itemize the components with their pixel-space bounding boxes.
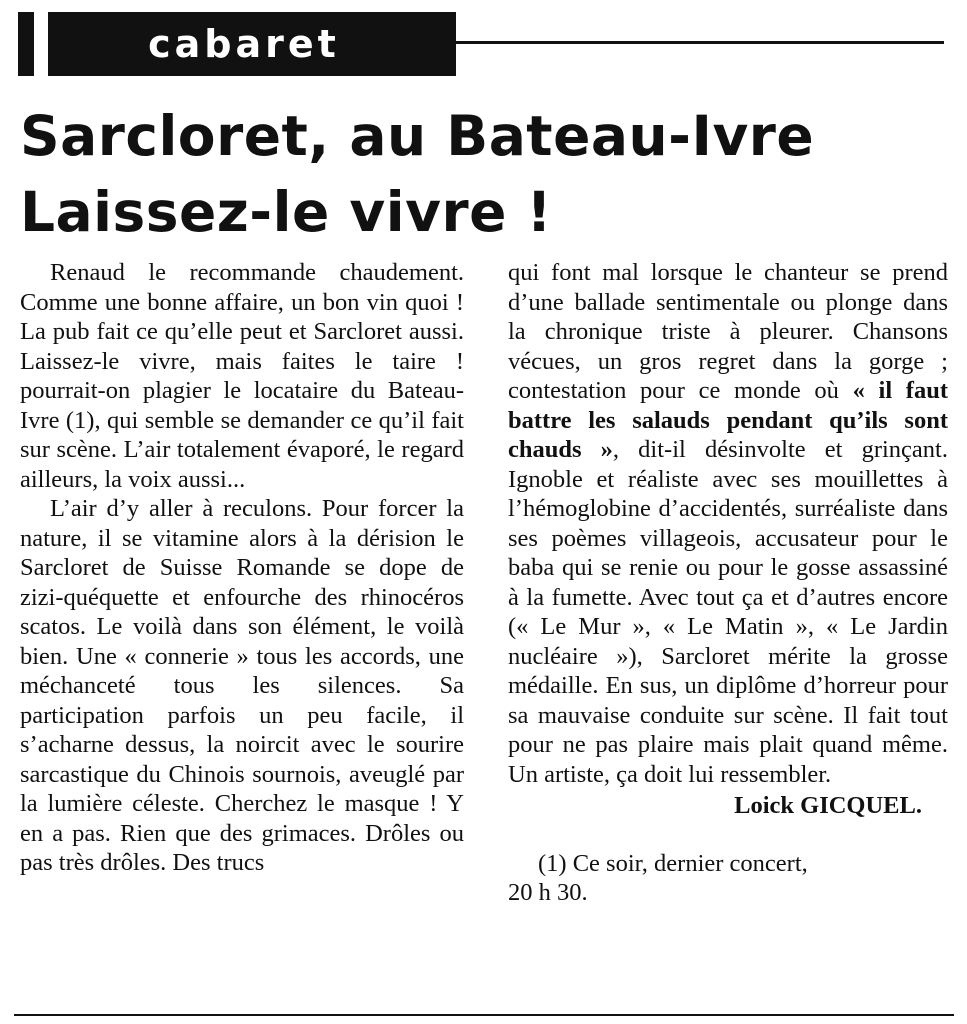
bold-quote: « il faut battre les salauds pendant qu’ils sont chauds » (508, 377, 948, 463)
rubric-rule (456, 41, 944, 44)
footnote-line-1: (1) Ce soir, dernier concert, (538, 849, 808, 877)
rubric-label: cabaret (148, 22, 340, 66)
rubric-box (48, 12, 440, 76)
headline (20, 98, 950, 250)
rubric-left-bar (18, 12, 34, 76)
bottom-rule (14, 1014, 954, 1016)
paragraph-3 (508, 258, 948, 789)
byline: Loick GICQUEL. (734, 792, 922, 819)
headline-line-1: Sarcloret, au Bateau-Ivre (20, 104, 815, 168)
paragraph-3-start: qui font mal lorsque le chanteur se prend d’une ballade sentimentale ou plonge dans la chronique triste à pleurer. Chansons vécues, un gros regret dans la gorge ; contestation pour ce monde où (508, 259, 948, 404)
headline-line-2: Laissez-le vivre ! (20, 180, 553, 244)
article-column-right (508, 258, 948, 908)
article-column-left (20, 258, 464, 878)
paragraph-1: Renaud le recommande chaudement. Comme une bonne affaire, un bon vin quoi ! La pub fait ce qu’elle peut et Sarcloret aussi. Laissez-le vivre, mais faites le taire ! pourrait-on plagier le locataire du Bateau-Ivre (1), qui semble se demander ce qu’il fait sur scène. L’air totalement évaporé, le regard ailleurs, la voix aussi... (20, 259, 464, 493)
paragraph-3-end: , dit-il désinvolte et grinçant. Ignoble et réaliste avec ses mouillettes à l’hémoglobine d’accidentés, surréaliste dans ses poèmes villageois, accusateur pour le baba qui se renie ou pour le gosse assassiné à la fumette. Avec tout ça et d’autres encore (« Le Mur », « Le Matin », « Le Jardin nucléaire »), Sarcloret mérite la grosse médaille. En sus, un diplôme d’horreur pour sa mauvaise conduite sur scène. Il fait tout pour ne pas plaire mais plait quand même. Un artiste, ça doit lui ressembler. (508, 436, 948, 788)
paragraph-2: L’air d’y aller à reculons. Pour forcer la nature, il se vitamine alors à la dérision le Sarcloret de Suisse Romande se dope de zizi-quéquette et enfourche des rhinocéros scatos. Le voilà dans son élément, le voilà bien. Une « connerie » tous les accords, une méchanceté tous les silences. Sa participation parfois un peu facile, il s’acharne dessus, la noircit avec le sourire sarcastique du Chinois sournois, aveuglé par la lumière céleste. Cherchez le masque ! Y en a pas. Rien que des grimaces. Drôles ou pas très drôles. Des trucs (20, 495, 464, 876)
footnote-line-2: 20 h 30. (508, 879, 588, 906)
rubric-right-bar (440, 12, 456, 76)
